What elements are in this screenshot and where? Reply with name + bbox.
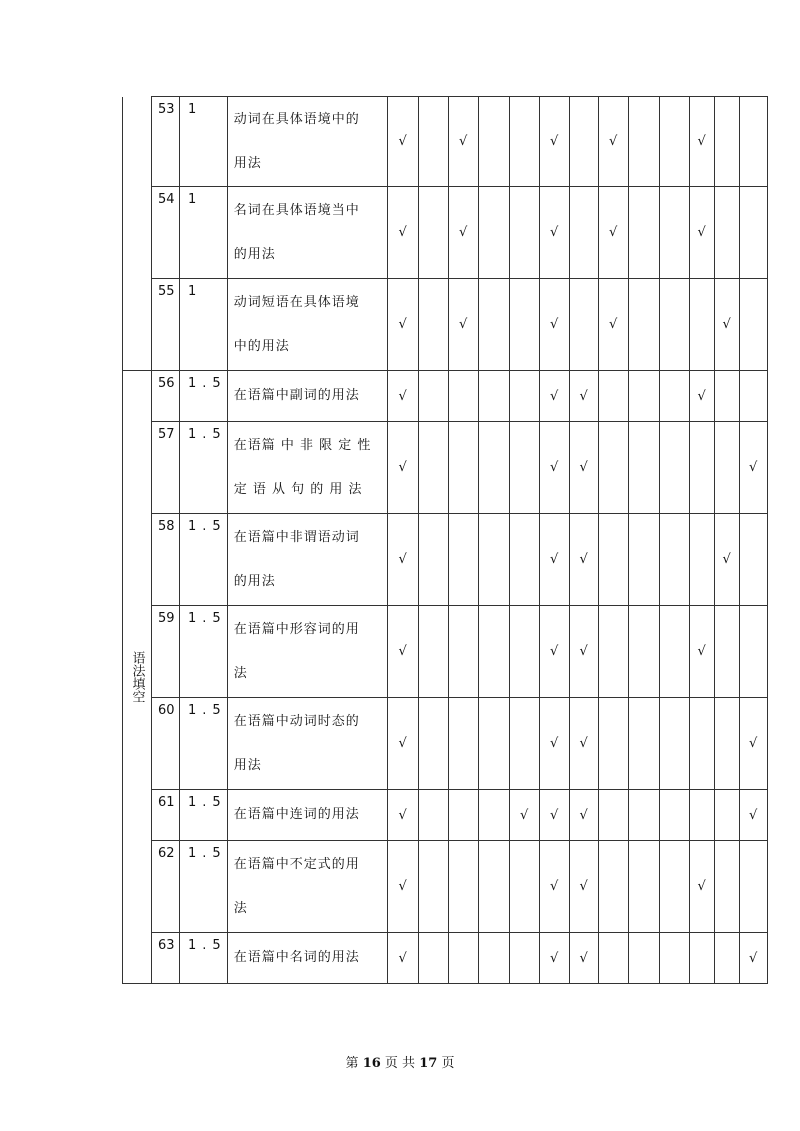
empty-cell (739, 606, 767, 698)
question-score: 1.5 (180, 606, 228, 698)
knowledge-point (227, 841, 387, 933)
question-score: 1.5 (180, 422, 228, 514)
knowledge-point-line: 在语篇中形容词的用 (233, 621, 360, 637)
empty-cell (689, 279, 714, 371)
knowledge-point-line: 动词在具体语境中的 (233, 111, 360, 127)
empty-cell (448, 606, 478, 698)
empty-cell (448, 790, 478, 841)
empty-cell (714, 933, 739, 984)
knowledge-point-line: 法 (233, 900, 248, 916)
empty-cell (418, 422, 448, 514)
question-score: 1.5 (180, 933, 228, 984)
table-row (123, 606, 768, 698)
question-number: 54 (152, 187, 180, 279)
empty-cell (509, 933, 539, 984)
empty-cell (448, 698, 478, 790)
empty-cell (659, 514, 689, 606)
knowledge-point (227, 698, 387, 790)
empty-cell (659, 698, 689, 790)
knowledge-point-line: 在语篇中名词的用法 (233, 950, 360, 965)
empty-cell (628, 790, 659, 841)
current-page-number: 16 (362, 1056, 381, 1071)
empty-cell (478, 606, 509, 698)
knowledge-point-line: 在语篇中不定式的用 (233, 856, 360, 872)
knowledge-point (227, 371, 387, 422)
empty-cell (598, 698, 628, 790)
empty-cell (598, 514, 628, 606)
empty-cell (739, 841, 767, 933)
empty-cell (659, 933, 689, 984)
knowledge-point-line: 定 语 从 句 的 用 法 (233, 481, 363, 497)
check-mark: √ (689, 97, 714, 187)
question-number: 61 (152, 790, 180, 841)
section-label (123, 371, 152, 984)
empty-cell (739, 279, 767, 371)
empty-cell (569, 279, 598, 371)
empty-cell (598, 790, 628, 841)
knowledge-point (227, 422, 387, 514)
empty-cell (569, 97, 598, 187)
check-mark: √ (569, 790, 598, 841)
check-mark: √ (539, 514, 569, 606)
empty-cell (418, 841, 448, 933)
empty-cell (509, 606, 539, 698)
empty-cell (418, 606, 448, 698)
knowledge-point-line: 在语篇中动词时态的 (233, 713, 360, 729)
check-mark: √ (539, 279, 569, 371)
knowledge-point-line: 法 (233, 665, 248, 681)
empty-cell (714, 606, 739, 698)
empty-cell (598, 933, 628, 984)
empty-cell (659, 790, 689, 841)
empty-cell (689, 422, 714, 514)
check-mark: √ (569, 514, 598, 606)
empty-cell (659, 422, 689, 514)
check-mark: √ (739, 933, 767, 984)
table-row (123, 790, 768, 841)
empty-cell (418, 371, 448, 422)
check-mark: √ (509, 790, 539, 841)
check-mark: √ (387, 371, 418, 422)
empty-cell (628, 279, 659, 371)
check-mark: √ (448, 187, 478, 279)
footer-prefix: 第 (345, 1056, 359, 1071)
section-cell-previous (123, 97, 152, 371)
knowledge-point (227, 933, 387, 984)
table-row (123, 422, 768, 514)
table-row (123, 97, 768, 187)
footer-middle: 页 共 (384, 1056, 416, 1071)
check-mark: √ (739, 698, 767, 790)
check-mark: √ (598, 279, 628, 371)
question-score: 1.5 (180, 841, 228, 933)
check-mark: √ (569, 933, 598, 984)
check-mark: √ (569, 371, 598, 422)
question-score: 1 (180, 97, 228, 187)
empty-cell (628, 698, 659, 790)
empty-cell (509, 187, 539, 279)
check-mark: √ (714, 514, 739, 606)
check-mark: √ (539, 606, 569, 698)
empty-cell (509, 841, 539, 933)
empty-cell (659, 279, 689, 371)
check-mark: √ (714, 279, 739, 371)
knowledge-point-line: 的用法 (233, 573, 276, 589)
empty-cell (628, 371, 659, 422)
check-mark: √ (387, 933, 418, 984)
empty-cell (739, 514, 767, 606)
knowledge-point (227, 514, 387, 606)
check-mark: √ (689, 606, 714, 698)
empty-cell (714, 371, 739, 422)
question-number: 53 (152, 97, 180, 187)
check-mark: √ (448, 279, 478, 371)
check-mark: √ (539, 933, 569, 984)
check-mark: √ (539, 698, 569, 790)
check-mark: √ (569, 698, 598, 790)
empty-cell (628, 422, 659, 514)
empty-cell (478, 790, 509, 841)
empty-cell (714, 187, 739, 279)
knowledge-point (227, 790, 387, 841)
question-number: 62 (152, 841, 180, 933)
empty-cell (598, 606, 628, 698)
check-mark: √ (539, 97, 569, 187)
check-mark: √ (387, 422, 418, 514)
check-mark: √ (539, 841, 569, 933)
empty-cell (689, 698, 714, 790)
check-mark: √ (739, 422, 767, 514)
knowledge-point (227, 187, 387, 279)
empty-cell (478, 422, 509, 514)
knowledge-point (227, 279, 387, 371)
empty-cell (659, 371, 689, 422)
knowledge-point-line: 在语篇 中 非 限 定 性 (233, 437, 372, 453)
empty-cell (418, 698, 448, 790)
check-mark: √ (387, 187, 418, 279)
empty-cell (714, 841, 739, 933)
check-mark: √ (387, 279, 418, 371)
knowledge-point-line: 名词在具体语境当中 (233, 202, 360, 218)
empty-cell (659, 606, 689, 698)
table-row (123, 279, 768, 371)
table-row (123, 514, 768, 606)
empty-cell (598, 371, 628, 422)
empty-cell (714, 97, 739, 187)
check-mark: √ (569, 606, 598, 698)
check-mark: √ (598, 187, 628, 279)
knowledge-point-line: 用法 (233, 155, 262, 171)
question-number: 58 (152, 514, 180, 606)
page-footer (0, 1052, 800, 1071)
check-mark: √ (689, 841, 714, 933)
empty-cell (714, 422, 739, 514)
question-number: 59 (152, 606, 180, 698)
empty-cell (478, 698, 509, 790)
question-number: 63 (152, 933, 180, 984)
empty-cell (478, 371, 509, 422)
check-mark: √ (539, 187, 569, 279)
empty-cell (478, 933, 509, 984)
knowledge-point-line: 在语篇中副词的用法 (233, 388, 360, 403)
empty-cell (659, 97, 689, 187)
empty-cell (478, 187, 509, 279)
check-mark: √ (539, 422, 569, 514)
check-mark: √ (448, 97, 478, 187)
check-mark: √ (387, 698, 418, 790)
check-mark: √ (539, 790, 569, 841)
question-score: 1.5 (180, 371, 228, 422)
check-mark: √ (387, 790, 418, 841)
empty-cell (448, 422, 478, 514)
empty-cell (689, 933, 714, 984)
empty-cell (478, 279, 509, 371)
empty-cell (689, 514, 714, 606)
empty-cell (418, 279, 448, 371)
question-number: 60 (152, 698, 180, 790)
empty-cell (739, 97, 767, 187)
check-mark: √ (689, 371, 714, 422)
check-mark: √ (739, 790, 767, 841)
empty-cell (418, 933, 448, 984)
total-pages-number: 17 (419, 1056, 438, 1071)
table-row (123, 933, 768, 984)
empty-cell (418, 187, 448, 279)
empty-cell (739, 371, 767, 422)
empty-cell (509, 422, 539, 514)
table-row (123, 371, 768, 422)
empty-cell (418, 790, 448, 841)
empty-cell (598, 841, 628, 933)
question-score: 1.5 (180, 698, 228, 790)
empty-cell (598, 422, 628, 514)
question-score: 1 (180, 279, 228, 371)
empty-cell (509, 97, 539, 187)
question-score: 1 (180, 187, 228, 279)
empty-cell (628, 97, 659, 187)
empty-cell (448, 841, 478, 933)
section-label-text: 语法填空 (129, 651, 145, 703)
empty-cell (448, 933, 478, 984)
table-row (123, 187, 768, 279)
knowledge-point-line: 动词短语在具体语境 (233, 294, 360, 310)
empty-cell (448, 371, 478, 422)
empty-cell (569, 187, 598, 279)
question-score: 1.5 (180, 790, 228, 841)
empty-cell (509, 698, 539, 790)
check-mark: √ (569, 422, 598, 514)
footer-suffix: 页 (441, 1056, 455, 1071)
knowledge-point-line: 中的用法 (233, 338, 290, 354)
check-mark: √ (387, 606, 418, 698)
check-mark: √ (689, 187, 714, 279)
empty-cell (448, 514, 478, 606)
empty-cell (478, 97, 509, 187)
empty-cell (714, 698, 739, 790)
empty-cell (628, 841, 659, 933)
question-number: 57 (152, 422, 180, 514)
knowledge-point-line: 用法 (233, 757, 262, 773)
empty-cell (628, 606, 659, 698)
question-score: 1.5 (180, 514, 228, 606)
empty-cell (628, 933, 659, 984)
knowledge-point-line: 在语篇中非谓语动词 (233, 529, 360, 545)
empty-cell (714, 790, 739, 841)
check-mark: √ (387, 514, 418, 606)
empty-cell (509, 371, 539, 422)
empty-cell (628, 514, 659, 606)
check-mark: √ (387, 841, 418, 933)
empty-cell (478, 841, 509, 933)
empty-cell (689, 790, 714, 841)
question-number: 56 (152, 371, 180, 422)
empty-cell (628, 187, 659, 279)
knowledge-point-line: 在语篇中连词的用法 (233, 807, 360, 822)
check-mark: √ (569, 841, 598, 933)
empty-cell (659, 187, 689, 279)
empty-cell (509, 279, 539, 371)
empty-cell (418, 97, 448, 187)
knowledge-point (227, 97, 387, 187)
check-mark: √ (539, 371, 569, 422)
table-row (123, 698, 768, 790)
check-mark: √ (598, 97, 628, 187)
empty-cell (739, 187, 767, 279)
knowledge-point (227, 606, 387, 698)
knowledge-point-line: 的用法 (233, 246, 276, 262)
table-row (123, 841, 768, 933)
assessment-table (122, 96, 768, 984)
question-number: 55 (152, 279, 180, 371)
check-mark: √ (387, 97, 418, 187)
empty-cell (509, 514, 539, 606)
empty-cell (478, 514, 509, 606)
empty-cell (418, 514, 448, 606)
empty-cell (659, 841, 689, 933)
